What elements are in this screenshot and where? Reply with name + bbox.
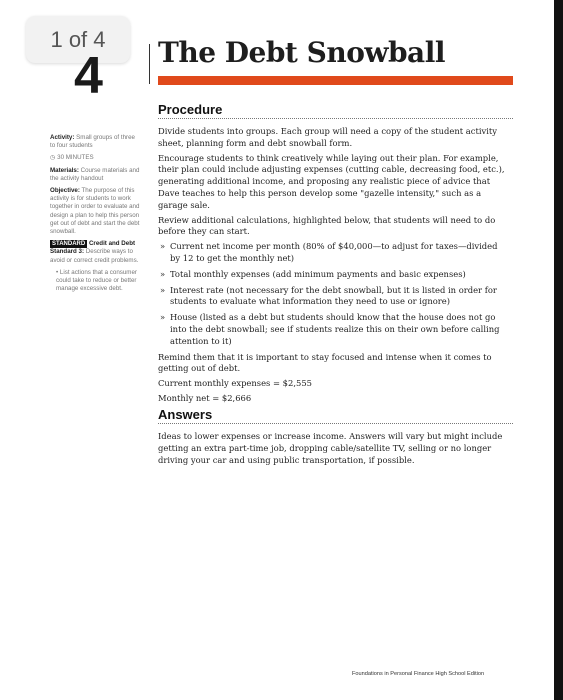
page-footer: Foundations in Personal Finance High School Edition: [352, 671, 485, 677]
standard-text: Describe ways to avoid or correct credit problems.: [50, 248, 139, 264]
materials-label: Materials:: [50, 166, 79, 174]
list-item-text: Total monthly expenses (add minimum payments and basic expenses): [170, 268, 466, 279]
arrow-bullet-icon: »: [160, 268, 166, 279]
list-item: [158, 312, 510, 347]
bullet-dot-icon: •: [56, 268, 59, 276]
time-info: [50, 154, 140, 162]
clock-icon: ◷: [50, 154, 56, 162]
arrow-bullet-icon: »: [160, 312, 166, 323]
expenses-line: Current monthly expenses = $2,555: [158, 378, 312, 389]
standard-info: [50, 240, 140, 265]
title-divider: [149, 44, 150, 84]
net-line: Monthly net = $2,666: [158, 392, 252, 403]
chapter-number: 4: [74, 47, 103, 105]
accent-bar: [158, 76, 513, 85]
arrow-bullet-icon: »: [160, 284, 166, 295]
standard-bullet-text: List actions that a consumer could take to reduce or better manage excessive debt.: [56, 268, 137, 293]
list-item-text: Interest rate (not necessary for the debt snowball, but it is listed in order for students to evaluate what information they need to use or ignore): [170, 284, 497, 307]
activity-label: Activity:: [50, 134, 75, 141]
standard-badge: STANDARD: [52, 241, 86, 248]
page-indicator: 1 of 4: [26, 16, 130, 63]
standard-title: Credit and Debt Standard 3:: [50, 240, 136, 256]
arrow-bullet-icon: »: [160, 241, 166, 252]
activity-info: [50, 134, 140, 150]
materials-text: Course materials and the activity handout: [50, 166, 140, 182]
list-item: [158, 285, 510, 309]
procedure-heading: Procedure: [158, 102, 223, 117]
standard-bullet: [50, 269, 140, 294]
objective-label: Objective:: [50, 187, 80, 195]
materials-info: [50, 167, 140, 183]
page-title: The Debt Snowball: [158, 36, 445, 69]
procedure-para-2: Encourage students to think creatively while laying out their plan. For example, their plan could include adjusting expenses (cutting cable, decreasing food, etc.), generating additional income, and proposing any realistic piece of advice that Dave teaches to help this person develop some "gazelle intensity," such as a garage sale.: [158, 152, 505, 210]
list-item-text: House (listed as a debt but students should know that the house does not go into the debt snowball; see if students realize this on their own before calling attention to it): [170, 312, 500, 346]
sidebar: [50, 134, 140, 297]
list-item-text: Current net income per month (80% of $40,000—to adjust for taxes—divided by 12 to get the monthly net): [170, 241, 498, 263]
answers-text: Ideas to lower expenses or increase income. Answers will vary but might include getting an extra part-time job, dropping cable/satellite TV, selling or no longer driving your car and using public transportation, if possible.: [158, 431, 503, 465]
procedure-para-3: Review additional calculations, highlighted below, that students will need to do before they can start.: [158, 214, 496, 237]
activity-text: Small groups of three to four students: [50, 134, 135, 150]
objective-text: The purpose of this activity is for students to work together in order to evaluate and design a plan to help this person get out of debt and start the debt snowball.: [50, 187, 140, 236]
time-text: 30 MINUTES: [57, 154, 94, 162]
procedure-para-4: Remind them that it is important to stay focused and intense when it comes to getting out of debt.: [158, 351, 492, 374]
procedure-rule: [158, 118, 513, 119]
answers-rule: [158, 423, 513, 424]
procedure-para-1: Divide students into groups. Each group will need a copy of the student activity sheet, planning form and debt snowball form.: [158, 126, 498, 148]
right-edge-bar: [554, 0, 563, 700]
list-item: [158, 241, 510, 265]
procedure-content: [158, 126, 510, 408]
list-item: [158, 269, 510, 281]
objective-info: [50, 187, 140, 236]
answers-heading: Answers: [158, 407, 213, 422]
